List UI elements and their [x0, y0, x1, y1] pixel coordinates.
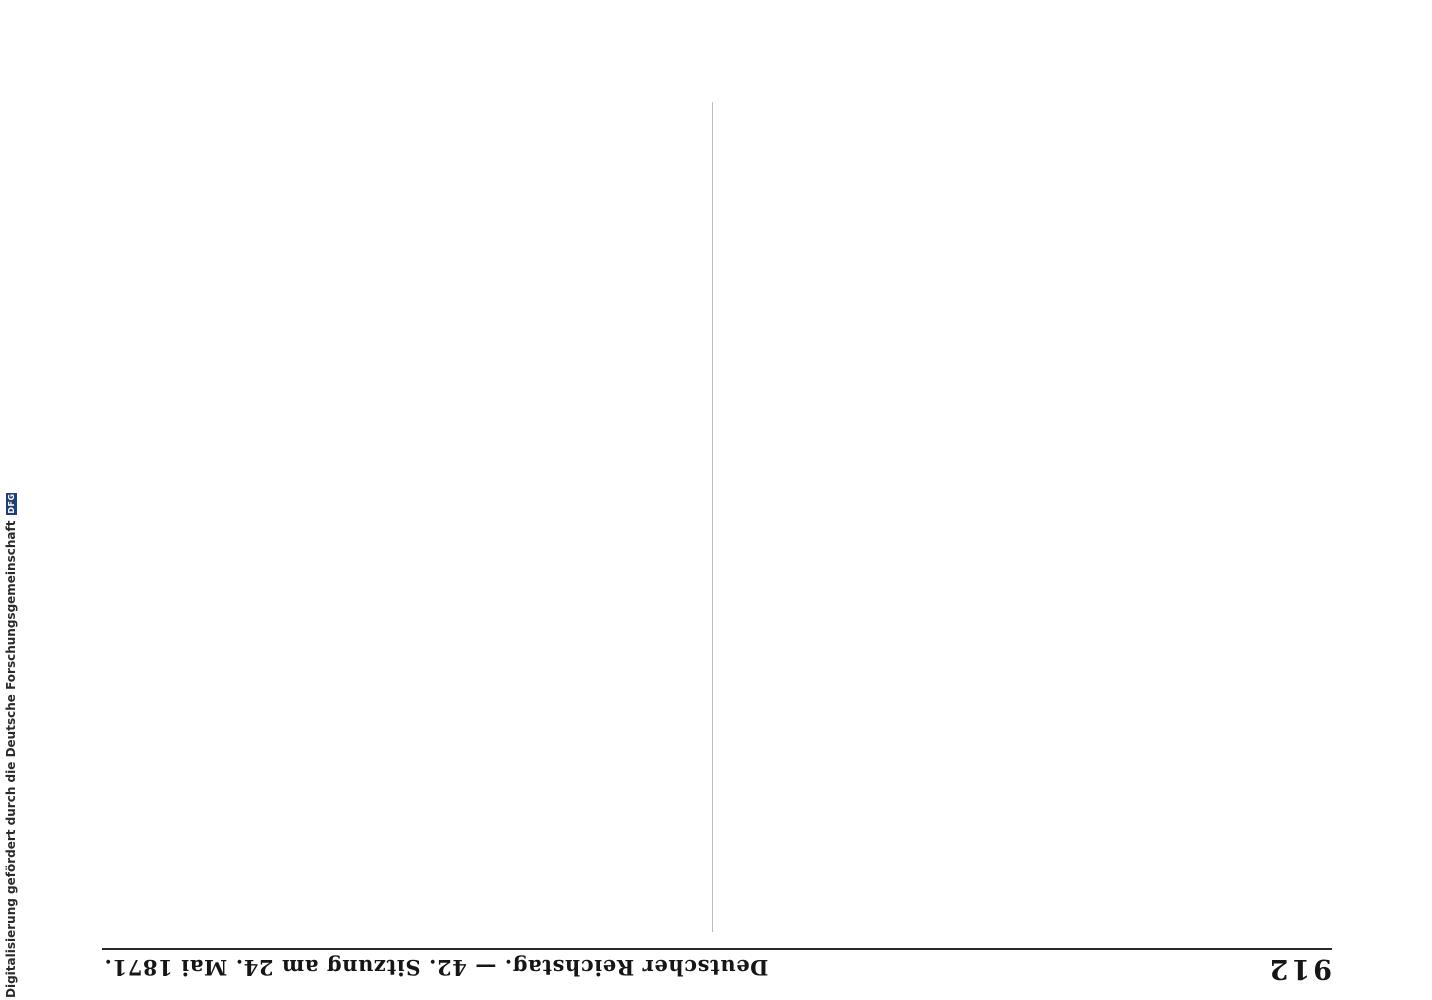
digitization-footer: [4, 493, 18, 998]
page-header: [102, 948, 1332, 986]
digitization-note: Digitalisierung gefördert durch die Deutsche Forschungsgemeinschaft: [4, 520, 18, 998]
text-column-left: [734, 102, 1332, 932]
column-rule: [712, 102, 713, 932]
page-number: 912: [1266, 953, 1332, 984]
text-column-right: [100, 102, 692, 932]
dfg-logo: DFG: [6, 493, 16, 514]
running-head: Deutscher Reichstag. — 42. Sitzung am 24. Mai 1871.: [104, 955, 769, 980]
